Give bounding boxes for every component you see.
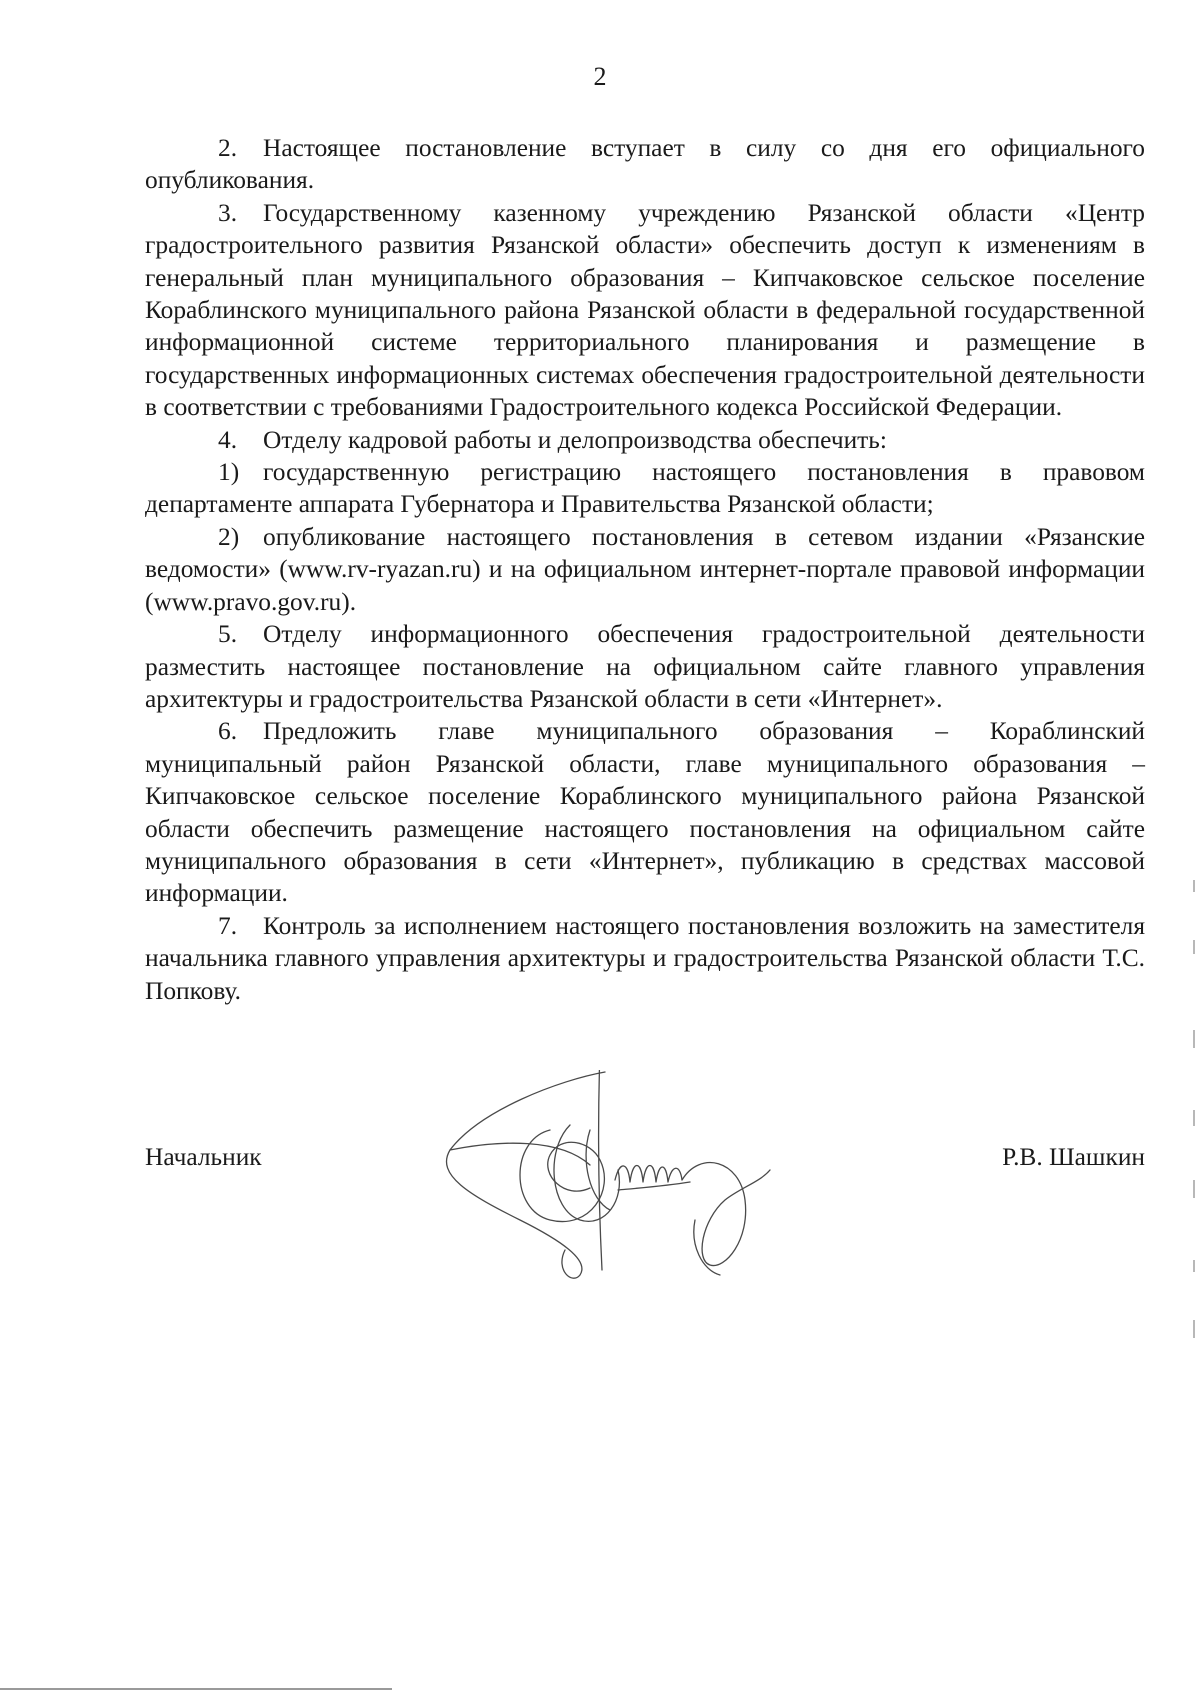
paragraph-7 bbox=[145, 910, 1145, 1007]
paragraph-text: Отделу информационного обеспечения градостроительной деятельности разместить настоящее постановление на официальном сайте главного управления архитектуры и градостроительства Рязанской области в сети «Интернет». bbox=[145, 620, 1145, 713]
paragraph-5 bbox=[145, 618, 1145, 715]
paragraph-text: Государственному казенному учреждению Рязанской области «Центр градостроительного развития Рязанской области» обеспечить доступ к изменениям в генеральный план муниципального образования – Кипчаковское сельское поселение Кораблинского муниципального района Рязанской области в федеральной государственной информационной системе территориального планирования и размещение в государственных информационных системах обеспечения градостроительной деятельности в соответствии с требованиями Градостроительного кодекса Российской Федерации. bbox=[145, 198, 1145, 422]
paragraph-number: 3. bbox=[218, 198, 238, 227]
paragraph-number: 7. bbox=[218, 911, 238, 940]
handwritten-signature bbox=[440, 1070, 830, 1310]
paragraph-4 bbox=[145, 424, 1145, 456]
paragraph-2 bbox=[145, 132, 1145, 197]
paragraph-4-2 bbox=[145, 521, 1145, 618]
page-number: 2 bbox=[593, 62, 607, 91]
paragraph-text: Контроль за исполнением настоящего постановления возложить на заместителя начальника главного управления архитектуры и градостроительства Рязанской области Т.С. Попкову. bbox=[145, 911, 1145, 1005]
signatory-title: Начальник bbox=[145, 1143, 262, 1171]
paragraph-text: Настоящее постановление вступает в силу со дня его официального опубликования. bbox=[145, 134, 1145, 195]
paragraph-3 bbox=[145, 197, 1145, 424]
document-body bbox=[145, 132, 1145, 1007]
paragraph-number: 6. bbox=[218, 717, 238, 746]
paragraph-number: 2) bbox=[218, 522, 240, 551]
paragraph-6 bbox=[145, 715, 1145, 909]
scan-edge-marks bbox=[1192, 880, 1196, 1350]
paragraph-4-1 bbox=[145, 456, 1145, 521]
paragraph-text: опубликование настоящего постановления в сетевом издании «Рязанские ведомости» (www.rv-ryazan.ru) и на официальном интернет-портале правовой информации (www.pravo.gov.ru). bbox=[145, 522, 1145, 616]
paragraph-text: государственную регистрацию настоящего постановления в правовом департаменте аппарата Губернатора и Правительства Рязанской области; bbox=[145, 458, 1145, 519]
paragraph-text: Предложить главе муниципального образования – Кораблинский муниципальный район Рязанской области, главе муниципального образования – Кипчаковское сельское поселение Кораблинского муниципального района Рязанской области обеспечить размещение настоящего постановления на официальном сайте муниципального образования в сети «Интернет», публикацию в средствах массовой информации. bbox=[145, 717, 1145, 908]
paragraph-number: 1) bbox=[218, 458, 240, 487]
signatory-name: Р.В. Шашкин bbox=[1002, 1143, 1145, 1171]
paragraph-text: Отделу кадровой работы и делопроизводства обеспечить: bbox=[263, 425, 887, 454]
paragraph-number: 4. bbox=[218, 425, 238, 454]
paragraph-number: 2. bbox=[218, 134, 238, 162]
paragraph-number: 5. bbox=[218, 620, 238, 649]
scan-edge-line bbox=[0, 1688, 392, 1690]
